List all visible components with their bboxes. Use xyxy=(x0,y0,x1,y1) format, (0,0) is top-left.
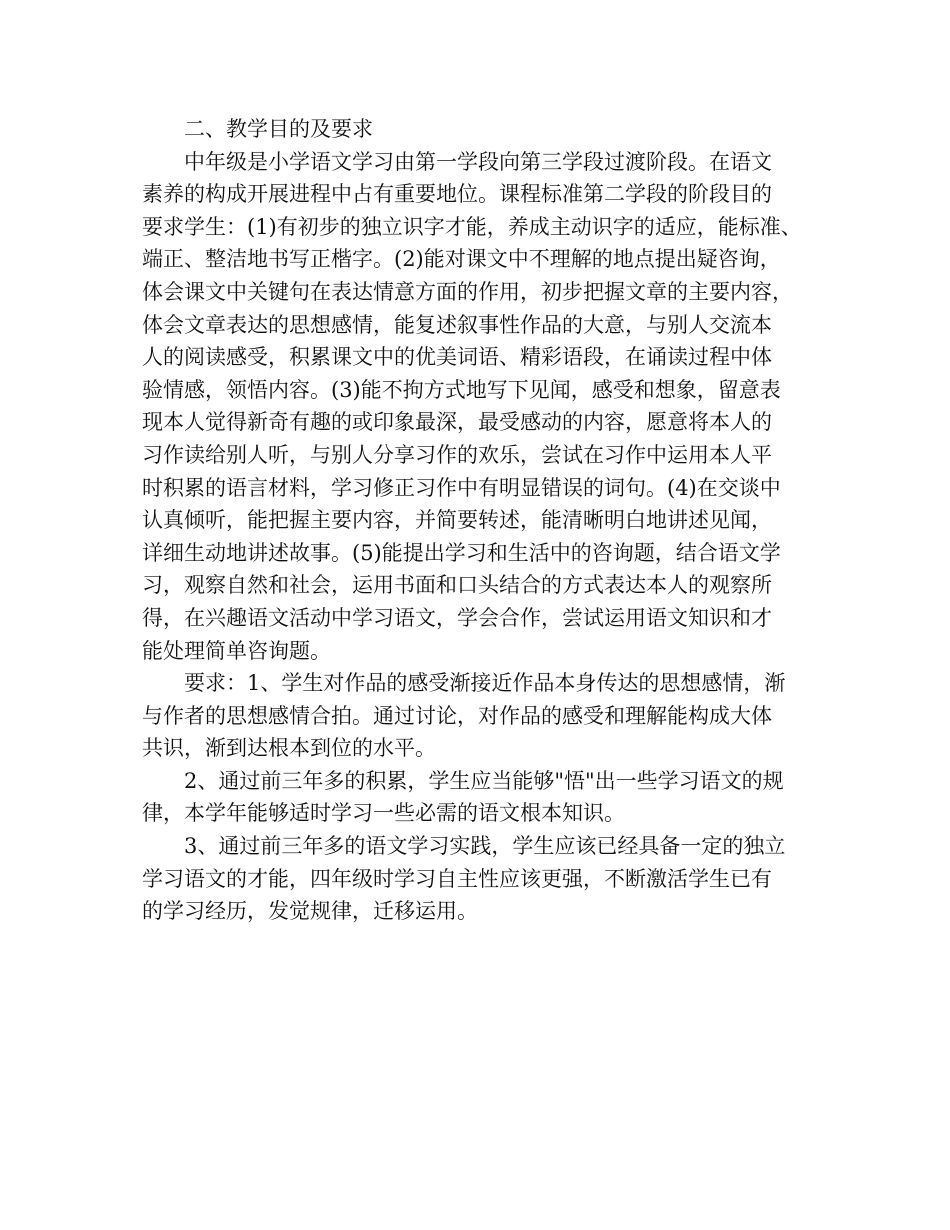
text-line: 验情感，领悟内容。(3)能不拘方式地写下见闻，感受和想象，留意表 xyxy=(142,377,781,402)
text-line: 学习语文的才能，四年级时学习自主性应该更强，不断激活学生已有 xyxy=(142,866,772,891)
text-line: 共识，渐到达根本到位的水平。 xyxy=(142,736,436,761)
text-line: 2、通过前三年多的积累，学生应当能够"悟"出一些学习语文的规 xyxy=(184,768,784,793)
text-line: 律，本学年能够适时学习一些必需的语文根本知识。 xyxy=(142,801,625,826)
text-line: 端正、整洁地书写正楷字。(2)能对课文中不理解的地点提出疑咨询， xyxy=(142,247,781,272)
text-line: 素养的构成开展进程中占有重要地位。课程标准第二学段的阶段目的 xyxy=(142,182,772,207)
text-line: 人的阅读感受，积累课文中的优美词语、精彩语段，在诵读过程中体 xyxy=(142,345,772,370)
text-line: 认真倾听，能把握主要内容，并简要转述，能清晰明白地讲述见闻， xyxy=(142,508,772,533)
text-line: 习作读给别人听，与别人分享习作的欢乐，尝试在习作中运用本人平 xyxy=(142,442,772,467)
text-line: 要求：1、学生对作品的感受渐接近作品本身传达的思想感情，渐 xyxy=(184,671,786,696)
text-line: 得，在兴趣语文活动中学习语文，学会合作，尝试运用语文知识和才 xyxy=(142,605,772,630)
text-line: 时积累的语言材料，学习修正习作中有明显错误的词句。(4)在交谈中 xyxy=(142,475,781,500)
document-body xyxy=(142,113,822,928)
text-line: 能处理简单咨询题。 xyxy=(142,638,331,663)
text-line: 习，观察自然和社会，运用书面和口头结合的方式表达本人的观察所 xyxy=(142,573,772,598)
text-line: 的学习经历，发觉规律，迁移运用。 xyxy=(142,899,478,924)
text-line: 体会文章表达的思想感情，能复述叙事性作品的大意，与别人交流本 xyxy=(142,312,772,337)
text-line: 现本人觉得新奇有趣的或印象最深，最受感动的内容，愿意将本人的 xyxy=(142,410,772,435)
text-line: 体会课文中关键句在表达情意方面的作用，初步把握文章的主要内容， xyxy=(142,279,793,304)
text-line: 中年级是小学语文学习由第一学段向第三学段过渡阶段。在语文 xyxy=(184,149,772,174)
text-line: 与作者的思想感情合拍。通过讨论，对作品的感受和理解能构成大体 xyxy=(142,703,772,728)
text-line: 详细生动地讲述故事。(5)能提出学习和生活中的咨询题，结合语文学 xyxy=(142,540,781,565)
text-line: 3、通过前三年多的语文学习实践，学生应该已经具备一定的独立 xyxy=(184,834,786,859)
text-line: 要求学生：(1)有初步的独立识字才能，养成主动识字的适应，能标准、 xyxy=(142,214,802,239)
text-line: 二、教学目的及要求 xyxy=(184,117,373,141)
